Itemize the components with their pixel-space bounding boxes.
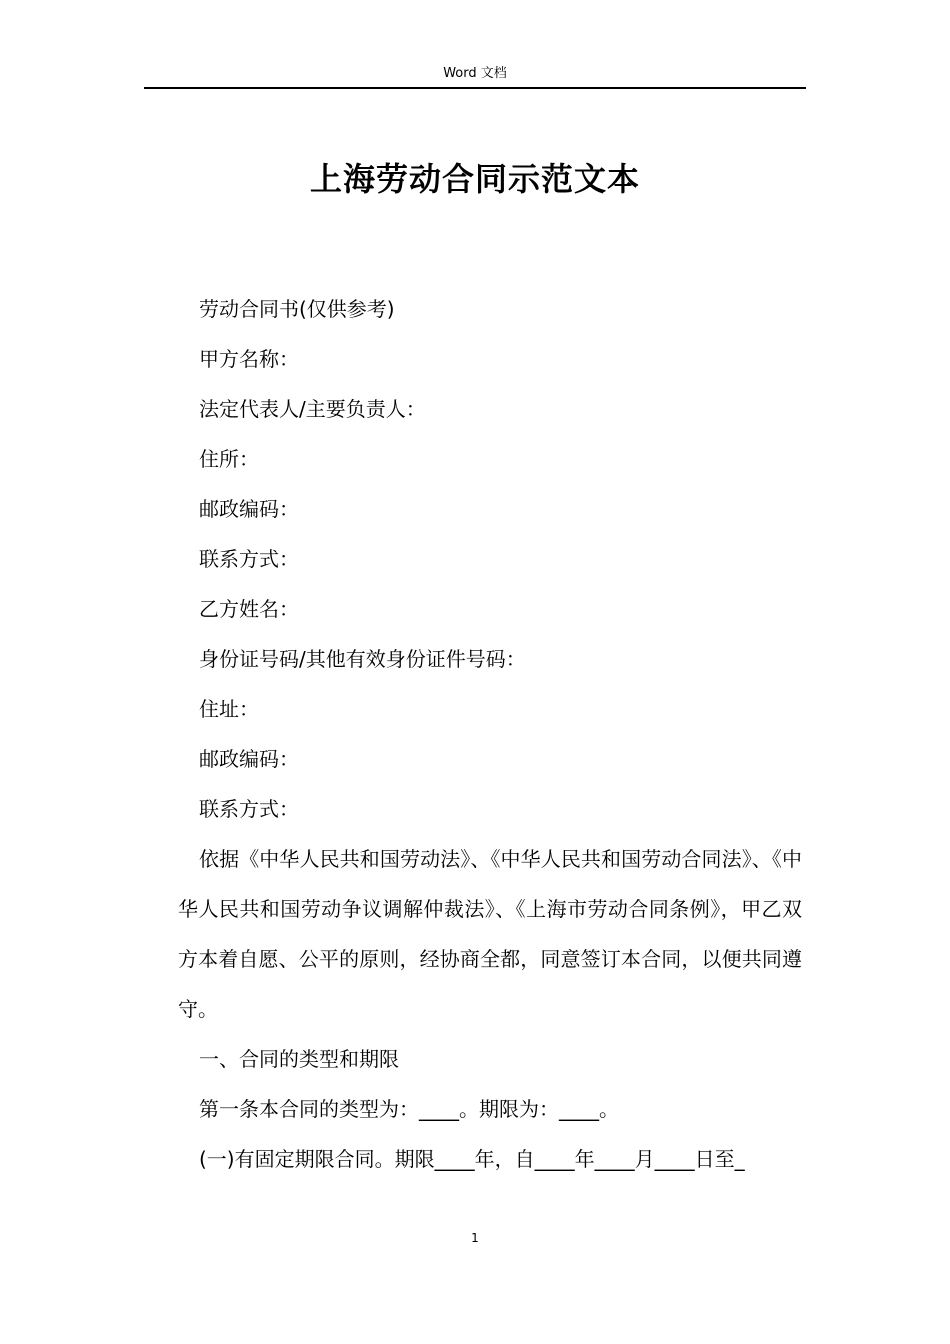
paragraph-legal-representative: 法定代表人/主要负责人： bbox=[199, 397, 426, 421]
paragraph-party-a-address: 住所： bbox=[199, 447, 259, 471]
header-rule bbox=[144, 87, 806, 89]
paragraph-legal-basis: 依据《中华人民共和国劳动法》、《中华人民共和国劳动合同法》、《中华人民共和国劳动争议调解仲裁法》、《上海市劳动合同条例》，甲乙双方本着自愿、公平的原则，经协商全都，同意签订本合同，以便共同遵守。 bbox=[178, 847, 802, 1021]
paragraph-party-a-contact: 联系方式： bbox=[199, 547, 299, 571]
paragraph-party-b-name: 乙方姓名： bbox=[199, 597, 299, 621]
paragraph-party-a-postcode: 邮政编码： bbox=[199, 497, 299, 521]
paragraph-party-b-postcode: 邮政编码： bbox=[199, 747, 299, 771]
paragraph-fixed-term: (一)有固定期限合同。期限____年，自____年____月____日至_ bbox=[199, 1147, 745, 1171]
page-header: Word 文档 bbox=[443, 66, 507, 81]
paragraph-section-one-heading: 一、合同的类型和期限 bbox=[199, 1047, 399, 1071]
paragraph-party-b-address: 住址： bbox=[199, 697, 259, 721]
paragraph-contract-heading: 劳动合同书(仅供参考) bbox=[199, 297, 395, 321]
paragraph-party-b-contact: 联系方式： bbox=[199, 797, 299, 821]
paragraph-party-a-name: 甲方名称： bbox=[199, 347, 299, 371]
paragraph-party-b-id-number: 身份证号码/其他有效身份证件号码： bbox=[199, 647, 526, 671]
page-number: 1 bbox=[471, 1231, 479, 1245]
document-title: 上海劳动合同示范文本 bbox=[309, 160, 640, 198]
document-body bbox=[178, 284, 802, 1184]
paragraph-article-one: 第一条本合同的类型为：____。期限为：____。 bbox=[199, 1097, 619, 1121]
